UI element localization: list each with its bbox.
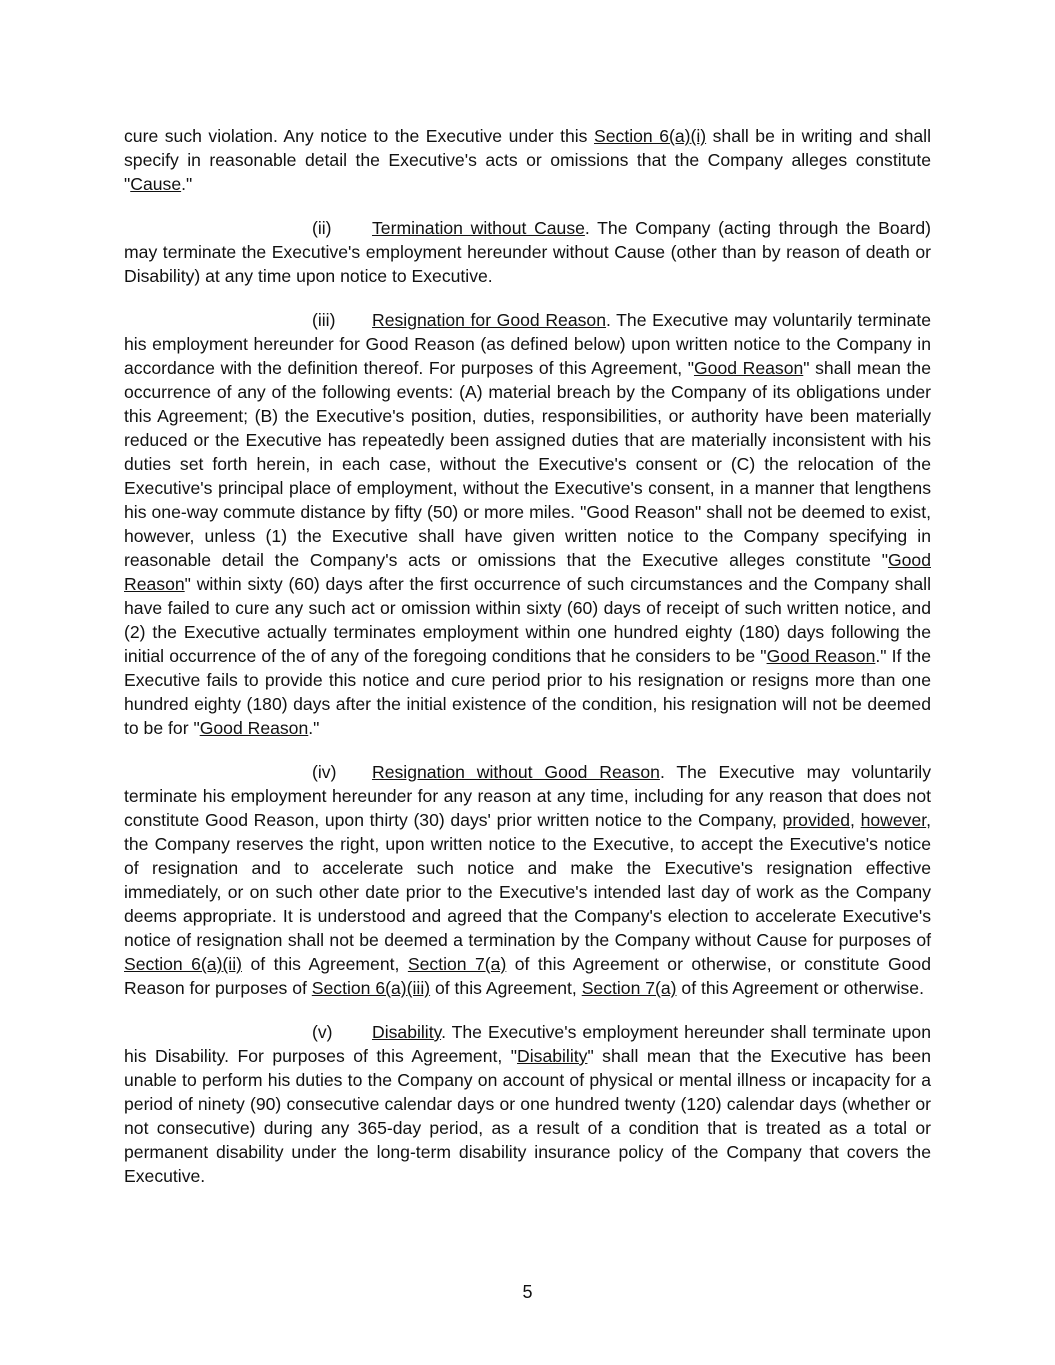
section-reference: Section 7(a) [407, 954, 507, 974]
text-run: of this Agreement or otherwise, or constitute Good Reason for purposes of [124, 954, 931, 998]
text-run: " within sixty (60) days after the first occurrence of such circumstances and the Company shall have failed to cure any such act or omission within sixty (60) days of receipt of such written notice, and (2) the Executive actually terminates employment within one hundred eighty (180) days following the initial occurrence of the of any of the foregoing conditions that he considers to be " [124, 574, 931, 666]
text-run: of this Agreement or otherwise. [676, 978, 924, 998]
text-run: of this Agreement, [241, 954, 408, 974]
clause-number: (iv) [312, 762, 337, 782]
text-run: of this Agreement, [430, 978, 582, 998]
section-reference: Section 7(a) [581, 978, 677, 998]
text-run: ." If the Executive fails to provide this notice and cure period prior to his resignation or resigns more than one hundred eighty (180) days after the initial existence of the condition, his resignation will not be deemed to be for " [124, 646, 931, 738]
defined-term: Good Reason [199, 718, 309, 738]
text-run: ." [308, 718, 320, 738]
text-run: ." [181, 174, 193, 194]
clause-heading: Resignation without Good Reason [372, 762, 660, 782]
clause-number: (v) [312, 1022, 333, 1042]
section-reference: Section 6(a)(ii) [124, 954, 242, 974]
emphasized-term: however [860, 810, 927, 830]
defined-term: Good Reason [124, 550, 931, 594]
text-run: , [850, 810, 861, 830]
emphasized-term: provided [782, 810, 851, 830]
defined-term: Good Reason [766, 646, 876, 666]
clause-number: (ii) [312, 218, 332, 238]
text-run: cure such violation. Any notice to the Executive under this [124, 126, 594, 146]
paragraph-resignation-without-good-reason [124, 760, 931, 1000]
paragraph-termination-without-cause [124, 216, 931, 288]
text-run: shall be in writing and shall specify in reasonable detail the Executive's acts or omissions that the Company alleges constitute " [124, 126, 931, 194]
text-run: , the Company reserves the right, upon written notice to the Executive, to accept the Executive's notice of resignation and to accelerate such notice and make the Executive's resignation effective immediately, or on such other date prior to the Executive's intended last day of work as the Company deems appropriate. It is understood and agreed that the Company's election to accelerate Executive's notice of resignation shall not be deemed a termination by the Company without Cause for purposes of [124, 810, 932, 950]
clause-heading: Disability [372, 1022, 442, 1042]
defined-term: Cause [130, 174, 182, 194]
text-run: . The Executive may voluntarily terminate his employment hereunder for Good Reason (as defined below) upon written notice to the Company in accordance with the definition thereof. For purposes of this Agreement, " [124, 310, 932, 378]
paragraph-cause-notice [124, 124, 931, 196]
document-page [124, 124, 931, 1208]
text-run: " shall mean the occurrence of any of the following events: (A) material breach by the Company of its obligations under this Agreement; (B) the Executive's position, duties, responsibilities, or authority have been materially reduced or the Executive has repeatedly been assigned duties that are materially inconsistent with his duties set forth herein, in each case, without the Executive's consent or (C) the relocation of the Executive's principal place of employment, without the Executive's consent, in a manner that lengthens his one-way commute distance by fifty (50) or more miles. "Good Reason" shall not be deemed to exist, however, unless (1) the Executive shall have given written notice to the Company specifying in reasonable detail the Company's acts or omissions that the Executive alleges constitute " [124, 358, 932, 570]
defined-term: Good Reason [693, 358, 804, 378]
section-reference: Section 6(a)(i) [594, 126, 707, 146]
clause-heading: Termination without Cause [372, 218, 585, 238]
defined-term: Disability [517, 1046, 588, 1066]
clause-number: (iii) [312, 310, 336, 330]
paragraph-disability [124, 1020, 931, 1188]
text-run: . The Executive's employment hereunder shall terminate upon his Disability. For purposes of this Agreement, " [124, 1022, 931, 1066]
paragraph-resignation-good-reason [124, 308, 931, 740]
page-number: 5 [522, 1282, 533, 1302]
clause-heading: Resignation for Good Reason [372, 310, 606, 330]
text-run: " shall mean that the Executive has been unable to perform his duties to the Company on account of physical or mental illness or incapacity for a period of ninety (90) consecutive calendar days or one hundred twenty (120) calendar days (whether or not consecutive) during any 365-day period, as a result of a condition that is treated as a total or permanent disability under the long-term disability insurance policy of the Company that covers the Executive. [124, 1046, 931, 1186]
text-run: . The Company (acting through the Board) may terminate the Executive's employment hereunder without Cause (other than by reason of death or Disability) at any time upon notice to Executive. [124, 218, 931, 286]
section-reference: Section 6(a)(iii) [311, 978, 431, 998]
text-run: . The Executive may voluntarily terminate his employment hereunder for any reason at any time, including for any reason that does not constitute Good Reason, upon thirty (30) days' prior written notice to the Company, [124, 762, 931, 830]
